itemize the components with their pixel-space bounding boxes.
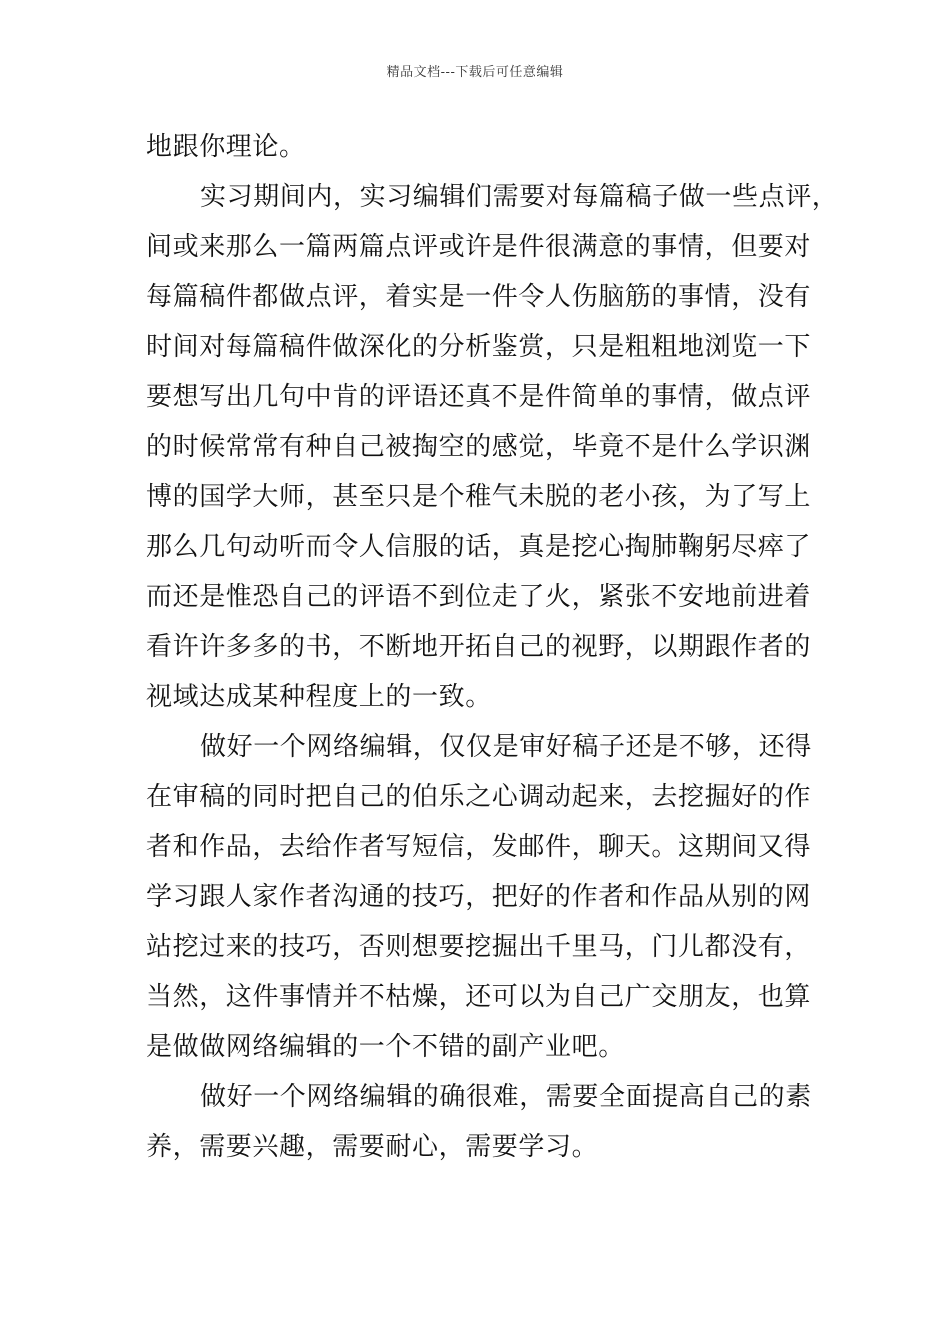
text-line: 视域达成某种程度上的一致。 [146, 682, 492, 712]
text-line: 学习跟人家作者沟通的技巧，把好的作者和作品从别的网 [146, 882, 812, 912]
text-line: 的时候常常有种自己被掏空的感觉，毕竟不是什么学识渊 [146, 432, 812, 462]
text-line: 那么几句动听而令人信服的话，真是挖心掏肺鞠躬尽瘁了 [146, 532, 812, 562]
text-line: 地跟你理论。 [146, 132, 306, 162]
text-line: 间或来那么一篇两篇点评或许是件很满意的事情，但要对 [146, 232, 812, 262]
text-line: 看许许多多的书，不断地开拓自己的视野，以期跟作者的 [146, 632, 812, 662]
text-line: 站挖过来的技巧，否则想要挖掘出千里马，门儿都没有， [146, 932, 812, 962]
text-line: 要想写出几句中肯的评语还真不是件简单的事情，做点评 [146, 382, 812, 412]
text-line: 当然，这件事情并不枯燥，还可以为自己广交朋友，也算 [146, 982, 812, 1012]
text-line: 博的国学大师，甚至只是个稚气未脱的老小孩，为了写上 [146, 482, 812, 512]
text-line: 时间对每篇稿件做深化的分析鉴赏，只是粗粗地浏览一下 [146, 332, 812, 362]
text-line: 者和作品，去给作者写短信，发邮件，聊天。这期间又得 [146, 832, 812, 862]
paragraph-first-line: 实习期间内，实习编辑们需要对每篇稿子做一些点评， [200, 182, 839, 212]
text-line: 养，需要兴趣，需要耐心，需要学习。 [146, 1132, 599, 1162]
page-header: 精品文档---下载后可任意编辑 [386, 65, 564, 80]
paragraph-first-line: 做好一个网络编辑，仅仅是审好稿子还是不够，还得 [200, 732, 812, 762]
text-line: 而还是惟恐自己的评语不到位走了火，紧张不安地前进着 [146, 582, 812, 612]
paragraph-first-line: 做好一个网络编辑的确很难，需要全面提高自己的素 [200, 1082, 812, 1112]
text-line: 每篇稿件都做点评，着实是一件令人伤脑筋的事情，没有 [146, 282, 812, 312]
text-line: 是做做网络编辑的一个不错的副产业吧。 [146, 1032, 625, 1062]
text-line: 在审稿的同时把自己的伯乐之心调动起来，去挖掘好的作 [146, 782, 812, 812]
